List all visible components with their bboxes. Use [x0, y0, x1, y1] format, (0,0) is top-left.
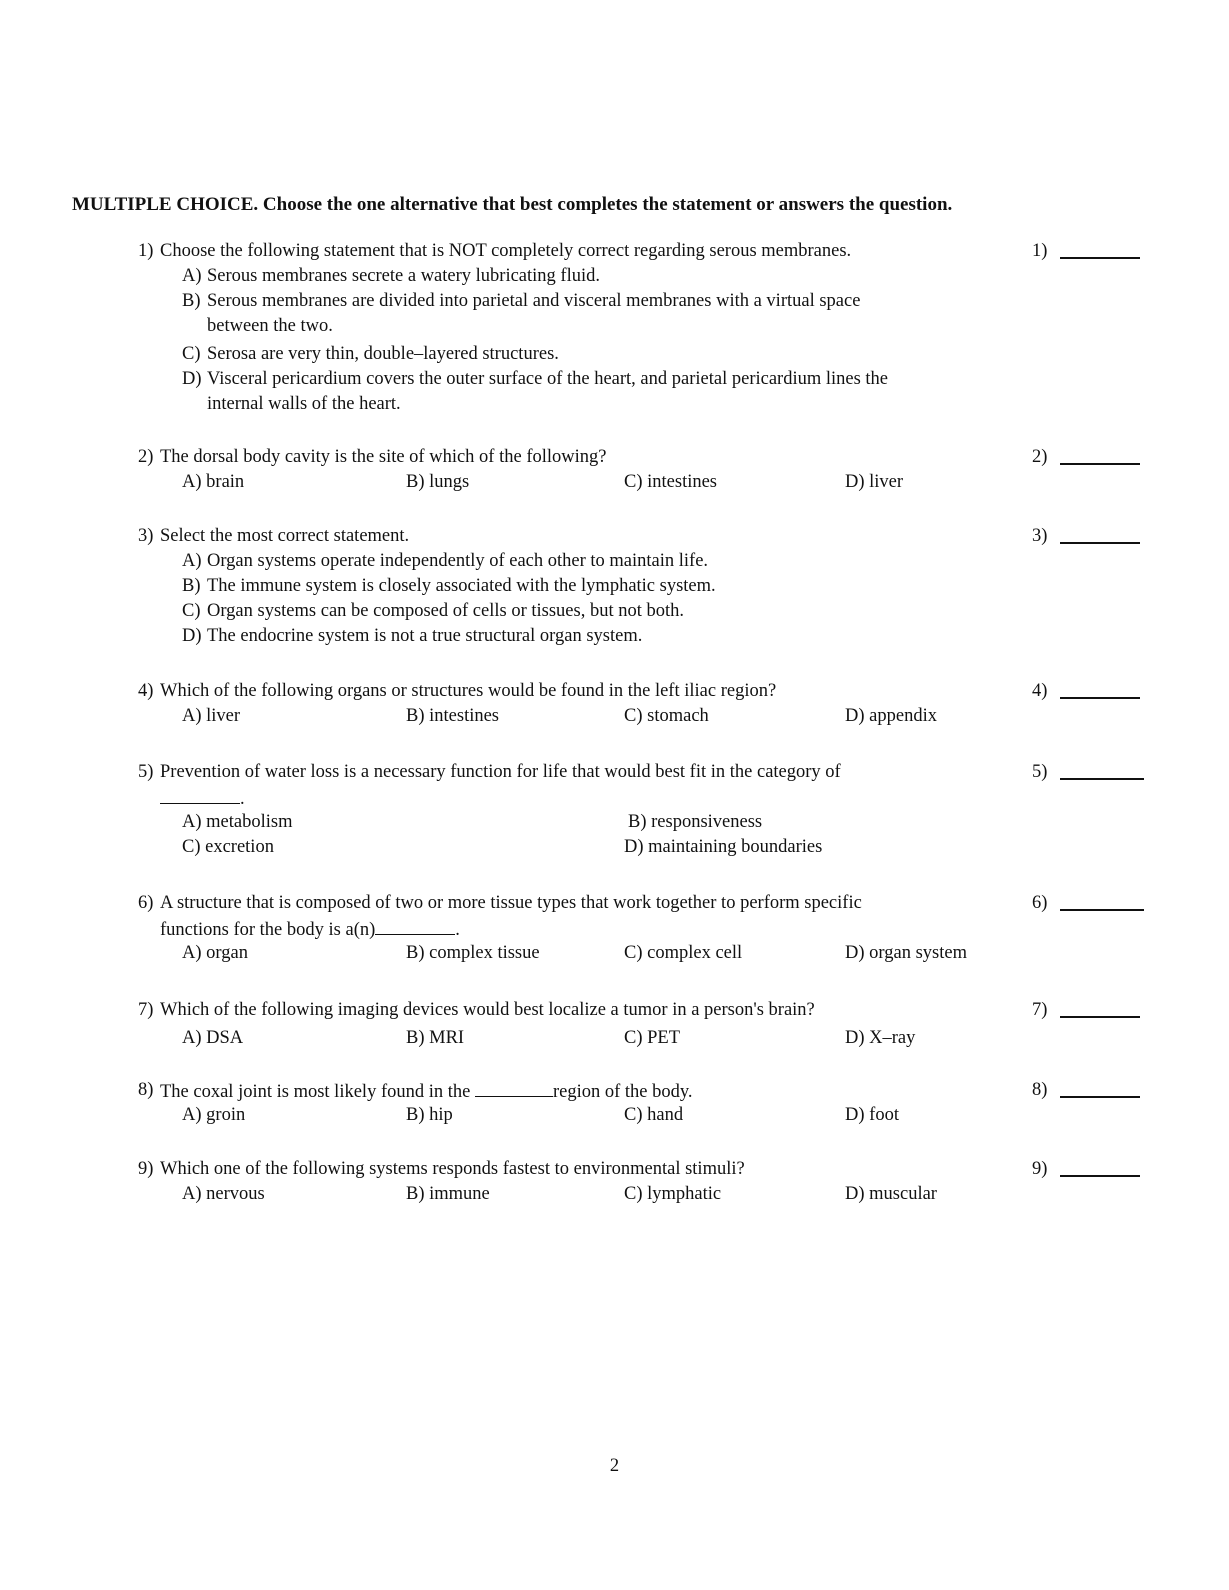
stem-text: functions for the body is a(n): [160, 920, 376, 940]
choice-text: hand: [647, 1105, 684, 1125]
answer-slot[interactable]: [1032, 1078, 1152, 1103]
choice-a[interactable]: [138, 264, 1148, 289]
choice-text: nervous: [206, 1184, 265, 1204]
choice-text: brain: [206, 472, 245, 492]
choice-text: lungs: [429, 472, 470, 492]
choice-b[interactable]: [406, 1026, 464, 1051]
choice-letter: B): [182, 576, 201, 596]
answer-slot[interactable]: [1032, 445, 1152, 470]
choice-letter: A): [182, 266, 202, 286]
choice-letter: D): [845, 943, 865, 963]
choice-c[interactable]: [624, 704, 709, 729]
choice-d[interactable]: [845, 1182, 937, 1207]
choice-text: X–ray: [869, 1028, 916, 1048]
choice-letter: C): [624, 472, 643, 492]
answer-number: 3): [1032, 526, 1048, 546]
choices-row: [138, 470, 1148, 495]
answer-number: 4): [1032, 681, 1048, 701]
question-1: [138, 239, 1148, 417]
choice-letter: B): [406, 1105, 425, 1125]
answer-number: 5): [1032, 762, 1048, 782]
choice-letter: A): [182, 1184, 202, 1204]
choice-b[interactable]: [406, 941, 540, 966]
choice-letter: D): [182, 369, 202, 389]
choices-list: [138, 549, 1148, 649]
choice-letter: A): [182, 812, 202, 832]
choice-text: hip: [429, 1105, 453, 1125]
choice-letter: C): [624, 943, 643, 963]
choice-text: Visceral pericardium covers the outer surface of the heart, and parietal pericardium lines the: [207, 369, 889, 389]
choice-text: appendix: [869, 706, 937, 726]
stem-text: The coxal joint is most likely found in the: [160, 1082, 471, 1102]
choice-text: complex tissue: [429, 943, 540, 963]
choice-text: PET: [647, 1028, 681, 1048]
choice-letter: A): [182, 1028, 202, 1048]
answer-blank[interactable]: [1060, 1175, 1140, 1177]
answer-slot[interactable]: [1032, 998, 1152, 1023]
choice-text: groin: [206, 1105, 246, 1125]
answer-number: 8): [1032, 1080, 1048, 1100]
choice-text: Serous membranes secrete a watery lubricating fluid.: [207, 266, 600, 286]
question-6: [138, 891, 1148, 966]
choice-text: Organ systems can be composed of cells or tissues, but not both.: [207, 601, 684, 621]
choice-text: foot: [869, 1105, 899, 1125]
question-stem: Select the most correct statement.: [160, 526, 410, 546]
choice-d[interactable]: [845, 470, 903, 495]
choice-d[interactable]: [845, 1103, 899, 1128]
choice-letter: B): [406, 472, 425, 492]
choice-letter: C): [624, 1028, 643, 1048]
choices-row: [138, 1182, 1148, 1207]
question-number: 4): [138, 681, 154, 701]
choice-c[interactable]: [624, 1182, 721, 1207]
choice-a[interactable]: [182, 1026, 243, 1051]
choice-letter: B): [406, 1184, 425, 1204]
choice-letter: C): [182, 837, 201, 857]
choice-letter: A): [182, 706, 202, 726]
page-number: 2: [609, 1456, 620, 1476]
choice-text: responsiveness: [651, 812, 763, 832]
choice-letter: B): [406, 706, 425, 726]
answer-number: 1): [1032, 241, 1048, 261]
answer-slot[interactable]: [1032, 760, 1152, 785]
answer-blank[interactable]: [1060, 1016, 1140, 1018]
choice-b[interactable]: [138, 574, 1148, 599]
stem-suffix: .: [240, 789, 245, 809]
choice-b[interactable]: [406, 704, 499, 729]
choice-b-continued: between the two.: [207, 316, 333, 336]
choice-letter: B): [182, 291, 201, 311]
question-stem: The dorsal body cavity is the site of which of the following?: [160, 447, 607, 467]
answer-number: 9): [1032, 1159, 1048, 1179]
question-stem: Which one of the following systems responds fastest to environmental stimuli?: [160, 1159, 745, 1179]
choice-text: liver: [206, 706, 241, 726]
choice-b[interactable]: [406, 1182, 490, 1207]
question-7: [138, 998, 1148, 1051]
instructions-heading: MULTIPLE CHOICE. Choose the one alternative that best completes the statement or answers the question.: [72, 194, 953, 215]
fill-in-blank[interactable]: [160, 785, 240, 804]
question-number: 6): [138, 893, 154, 913]
question-number: 9): [138, 1159, 154, 1179]
question-3: [138, 524, 1148, 649]
choice-a[interactable]: [182, 704, 240, 729]
fill-in-blank[interactable]: [475, 1078, 553, 1097]
choice-letter: D): [845, 1105, 865, 1125]
answer-blank[interactable]: [1060, 463, 1140, 465]
choices-row: [138, 704, 1148, 729]
choice-b[interactable]: [628, 810, 762, 835]
choice-c[interactable]: [182, 835, 274, 860]
answer-blank[interactable]: [1060, 778, 1144, 780]
question-stem-continued: [138, 785, 1148, 810]
answer-number: 6): [1032, 893, 1048, 913]
answer-blank[interactable]: [1060, 542, 1140, 544]
answer-blank[interactable]: [1060, 909, 1144, 911]
question-2: [138, 445, 1148, 495]
choice-letter: D): [624, 837, 644, 857]
choice-b[interactable]: [406, 1103, 453, 1128]
choice-text: liver: [869, 472, 904, 492]
choice-a[interactable]: [182, 810, 292, 835]
choices-row: [138, 1026, 1148, 1051]
choice-text: maintaining boundaries: [648, 837, 823, 857]
choice-letter: B): [406, 943, 425, 963]
question-stem: Which of the following imaging devices would best localize a tumor in a person's brain?: [160, 1000, 815, 1020]
question-number: 1): [138, 241, 154, 261]
answer-slot[interactable]: [1032, 239, 1152, 264]
choice-text: stomach: [647, 706, 709, 726]
question-5: [138, 760, 1148, 860]
choice-c[interactable]: [624, 470, 717, 495]
choices-grid: [138, 810, 1148, 860]
choice-text: The immune system is closely associated with the lymphatic system.: [207, 576, 716, 596]
choices-list: [138, 264, 1148, 417]
choice-text: DSA: [206, 1028, 244, 1048]
choice-c[interactable]: [138, 599, 1148, 624]
answer-blank[interactable]: [1060, 697, 1140, 699]
fill-in-blank[interactable]: [375, 916, 455, 935]
choice-d[interactable]: [845, 1026, 915, 1051]
choice-text: The endocrine system is not a true structural organ system.: [207, 626, 643, 646]
choice-letter: A): [182, 1105, 202, 1125]
stem-suffix: .: [455, 920, 460, 940]
answer-slot[interactable]: [1032, 1157, 1152, 1182]
question-stem: Prevention of water loss is a necessary function for life that would best fit in the category of: [160, 762, 841, 782]
choice-text: Serous membranes are divided into parietal and visceral membranes with a virtual space: [207, 291, 861, 311]
choice-a[interactable]: [182, 1182, 265, 1207]
question-8: [138, 1078, 1148, 1128]
answer-slot[interactable]: [1032, 679, 1152, 704]
choice-a[interactable]: [182, 1103, 245, 1128]
choice-letter: C): [624, 1184, 643, 1204]
choice-letter: C): [182, 344, 201, 364]
stem-text-after: region of the body.: [552, 1082, 693, 1102]
choice-letter: D): [845, 472, 865, 492]
choice-letter: C): [624, 1105, 643, 1125]
choice-letter: D): [845, 706, 865, 726]
choices-row: [138, 1103, 1148, 1128]
choice-d[interactable]: [845, 941, 967, 966]
question-stem-continued: [138, 916, 1148, 941]
question-number: 7): [138, 1000, 154, 1020]
choice-letter: B): [406, 1028, 425, 1048]
choice-c[interactable]: [624, 1103, 683, 1128]
choice-letter: B): [628, 812, 647, 832]
question-number: 8): [138, 1080, 154, 1100]
choice-letter: D): [845, 1184, 865, 1204]
choice-text: immune: [429, 1184, 490, 1204]
choice-text: MRI: [429, 1028, 465, 1048]
choices-row: [138, 941, 1148, 966]
answer-number: 7): [1032, 1000, 1048, 1020]
choice-d[interactable]: [624, 835, 822, 860]
choice-a[interactable]: [138, 549, 1148, 574]
choice-letter: A): [182, 472, 202, 492]
answer-slot[interactable]: [1032, 524, 1152, 549]
choice-d[interactable]: [138, 624, 1148, 649]
choice-letter: C): [182, 601, 201, 621]
choice-text: metabolism: [206, 812, 293, 832]
question-number: 2): [138, 447, 154, 467]
choice-letter: A): [182, 551, 202, 571]
question-4: [138, 679, 1148, 729]
question-stem: Which of the following organs or structures would be found in the left iliac region?: [160, 681, 777, 701]
question-stem: [160, 1078, 693, 1105]
choice-text: excretion: [205, 837, 274, 857]
choice-text: muscular: [869, 1184, 937, 1204]
choice-d[interactable]: [138, 367, 1148, 392]
choice-text: intestines: [429, 706, 500, 726]
choice-a[interactable]: [182, 470, 244, 495]
choice-letter: D): [845, 1028, 865, 1048]
choice-c[interactable]: [138, 342, 1148, 367]
choice-text: organ: [206, 943, 248, 963]
question-9: [138, 1157, 1148, 1207]
answer-blank[interactable]: [1060, 257, 1140, 259]
choice-text: Organ systems operate independently of each other to maintain life.: [207, 551, 709, 571]
choice-letter: C): [624, 706, 643, 726]
choice-d[interactable]: [845, 704, 937, 729]
choice-b[interactable]: [138, 289, 1148, 314]
choice-d-continued: internal walls of the heart.: [207, 394, 401, 414]
answer-slot[interactable]: [1032, 891, 1152, 916]
question-number: 3): [138, 526, 154, 546]
question-stem: Choose the following statement that is NOT completely correct regarding serous membranes.: [160, 241, 852, 261]
choice-text: intestines: [647, 472, 718, 492]
choice-letter: A): [182, 943, 202, 963]
answer-blank[interactable]: [1060, 1096, 1140, 1098]
answer-number: 2): [1032, 447, 1048, 467]
choice-c[interactable]: [624, 1026, 680, 1051]
choice-text: organ system: [869, 943, 967, 963]
question-number: 5): [138, 762, 154, 782]
choice-text: complex cell: [647, 943, 743, 963]
question-stem: A structure that is composed of two or more tissue types that work together to perform specific: [160, 893, 862, 913]
choice-text: Serosa are very thin, double–layered structures.: [207, 344, 559, 364]
choice-b[interactable]: [406, 470, 469, 495]
choice-c[interactable]: [624, 941, 742, 966]
choice-text: lymphatic: [647, 1184, 722, 1204]
choice-a[interactable]: [182, 941, 248, 966]
choice-letter: D): [182, 626, 202, 646]
